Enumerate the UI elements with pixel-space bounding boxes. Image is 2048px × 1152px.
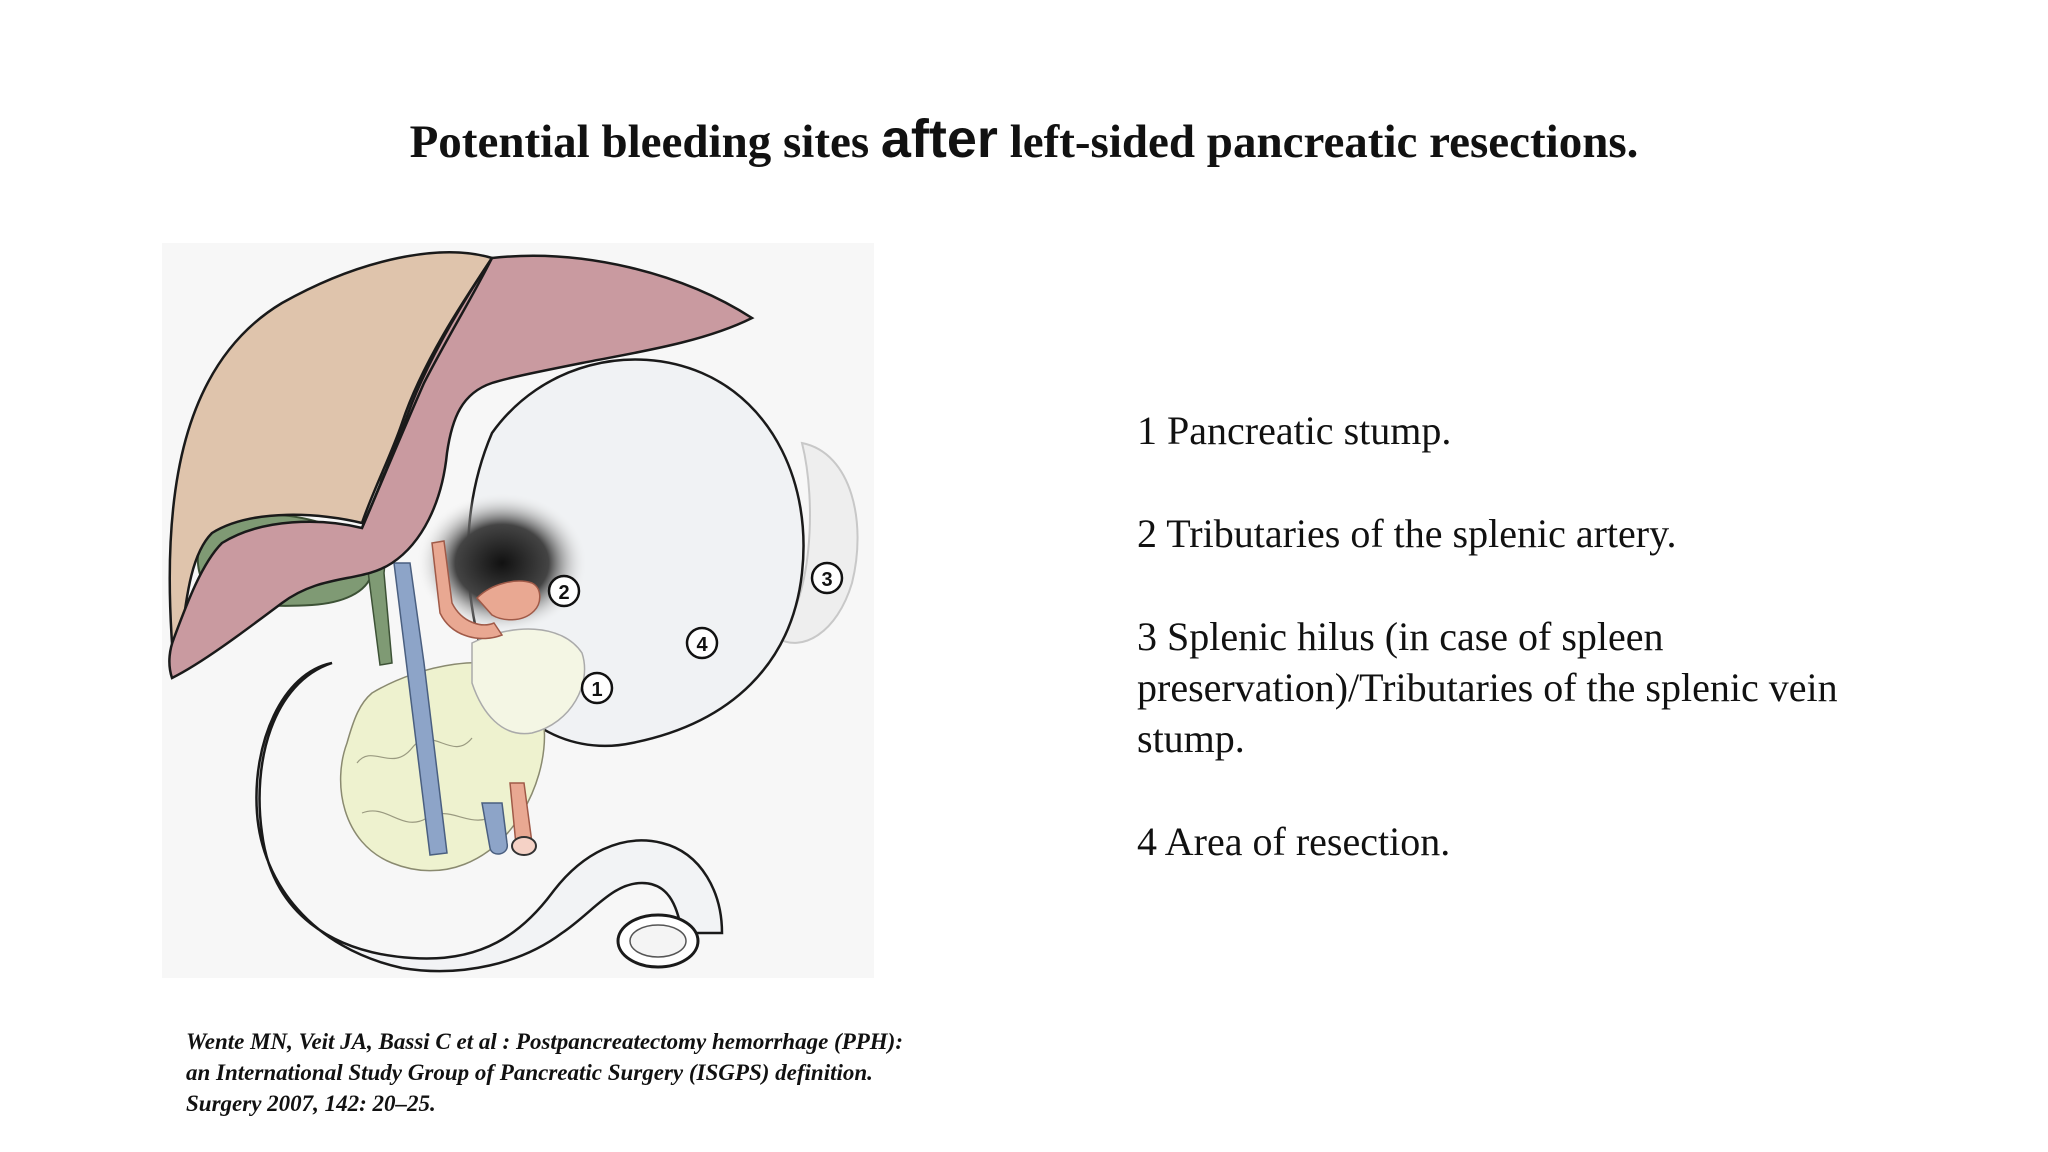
svg-text:1: 1 [591,679,603,701]
svg-text:2: 2 [558,582,570,604]
marker-1 [582,673,612,703]
slide-title [0,108,2048,170]
marker-3 [812,563,842,593]
legend-item-3: 3 Splenic hilus (in case of spleen preservation)/Tributaries of the splenic vein stump. [1137,614,1838,761]
title-part-1: Potential bleeding sites [409,116,881,168]
legend-item-1: 1 Pancreatic stump. [1137,408,1452,453]
marker-2 [549,576,579,606]
title-part-2: left-sided pancreatic resections. [997,116,1639,168]
anatomy-illustration [162,243,874,978]
svg-text:3: 3 [821,569,833,591]
legend-item-4: 4 Area of resection. [1137,819,1451,864]
legend-item-2: 2 Tributaries of the splenic artery. [1137,511,1677,556]
marker-4 [687,628,717,658]
bleeding-sites-legend [1137,405,1937,919]
svg-text:4: 4 [696,634,708,656]
title-emphasis: after [880,109,998,169]
citation: Wente MN, Veit JA, Bassi C et al : Postpancreatectomy hemorrhage (PPH): an International Study Group of Pancreatic Surgery (ISGPS) definition. Surgery 2007, 142: 20–25. [186,1029,903,1116]
